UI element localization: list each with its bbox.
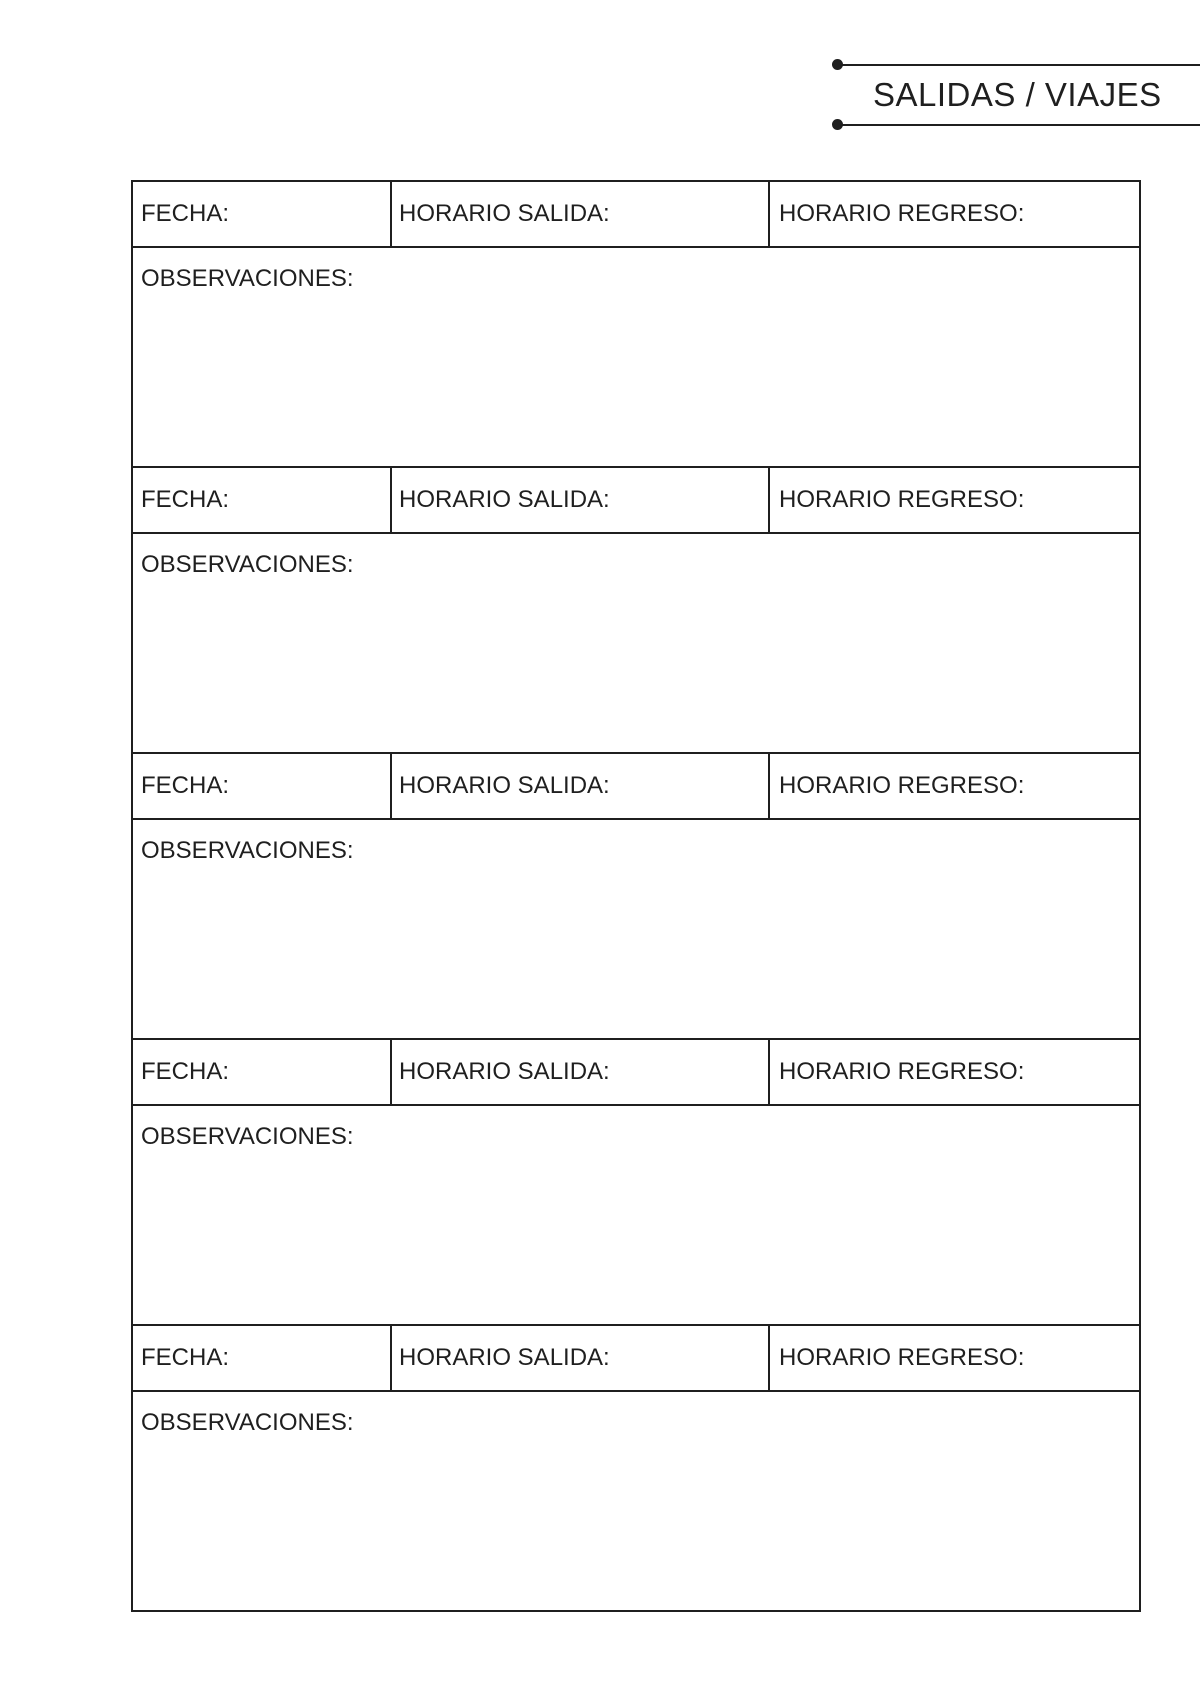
date-field[interactable]: FECHA: [133,754,392,818]
departure-time-field[interactable]: HORARIO SALIDA: [392,468,770,532]
trip-info-row [133,182,1139,248]
notes-field[interactable]: OBSERVACIONES: [141,551,354,578]
title-top-rule [838,64,1200,66]
trip-log-table [131,180,1141,1612]
trip-entry [133,1324,1139,1610]
date-field[interactable]: FECHA: [133,468,392,532]
date-field[interactable]: FECHA: [133,182,392,246]
page-title: SALIDAS / VIAJES [873,76,1162,113]
title-top-dot [832,59,843,70]
notes-field[interactable]: OBSERVACIONES: [141,837,354,864]
departure-time-field[interactable]: HORARIO SALIDA: [392,1040,770,1104]
title-bottom-dot [832,119,843,130]
notes-field[interactable]: OBSERVACIONES: [141,1123,354,1150]
trip-entry [133,752,1139,1038]
return-time-field[interactable]: HORARIO REGRESO: [779,200,1025,227]
trip-entry [133,466,1139,752]
notes-field[interactable]: OBSERVACIONES: [141,1409,354,1436]
notes-field[interactable]: OBSERVACIONES: [141,265,354,292]
trip-info-row [133,1040,1139,1106]
return-time-field[interactable]: HORARIO REGRESO: [779,486,1025,513]
departure-time-field[interactable]: HORARIO SALIDA: [392,754,770,818]
trip-entry [133,182,1139,466]
title-bottom-rule [838,124,1200,126]
trip-info-row [133,1326,1139,1392]
date-field[interactable]: FECHA: [133,1040,392,1104]
departure-time-field[interactable]: HORARIO SALIDA: [392,182,770,246]
trip-entry [133,1038,1139,1324]
departure-time-field[interactable]: HORARIO SALIDA: [392,1326,770,1390]
date-field[interactable]: FECHA: [133,1326,392,1390]
trip-info-row [133,754,1139,820]
return-time-field[interactable]: HORARIO REGRESO: [779,1058,1025,1085]
trip-info-row [133,468,1139,534]
return-time-field[interactable]: HORARIO REGRESO: [779,772,1025,799]
return-time-field[interactable]: HORARIO REGRESO: [779,1344,1025,1371]
